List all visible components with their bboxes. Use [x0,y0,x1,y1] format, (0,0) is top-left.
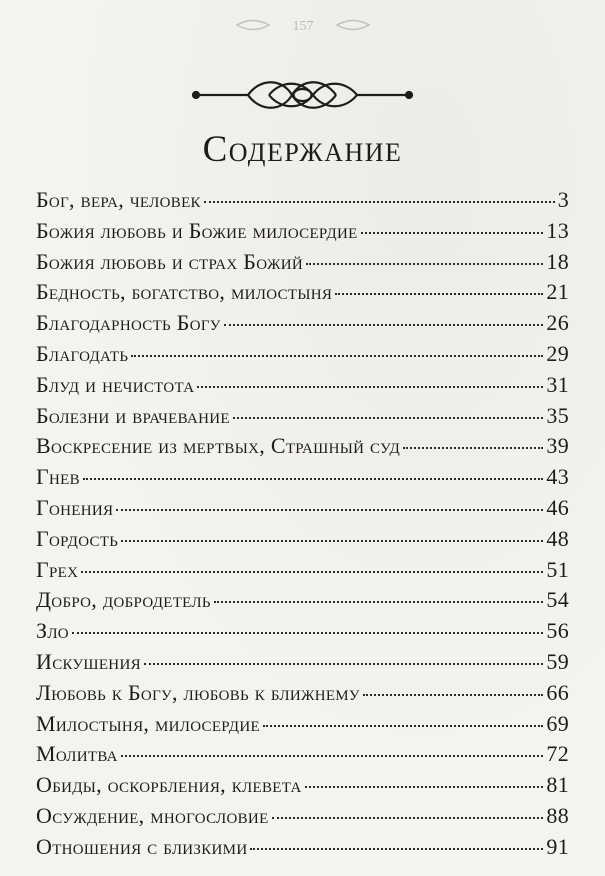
toc-entry-title: Зло [36,618,69,644]
toc-entry[interactable] [36,587,569,618]
toc-leader-dots [335,293,543,295]
folio-ornament-icon [233,10,373,40]
toc-entry[interactable] [36,218,569,249]
toc-entry-page: 72 [546,741,569,767]
toc-entry-page: 91 [546,833,569,859]
toc-entry-page: 81 [546,772,569,798]
toc-entry-page: 31 [546,371,569,397]
toc-leader-dots [403,447,543,449]
toc-entry[interactable] [36,372,569,403]
toc-entry-title: Божия любовь и страх Божий [36,248,304,274]
toc-entry[interactable] [36,403,569,434]
toc-entry-title: Обиды, оскорбления, клевета [36,772,302,798]
toc-entry-title: Бог, вера, человек [36,187,201,212]
toc-leader-dots [233,417,544,419]
toc-leader-dots [121,755,544,757]
toc-entry-title: Болезни и врачевание [36,402,230,428]
toc-entry-page: 43 [546,464,569,490]
toc-leader-dots [363,694,544,696]
toc-entry-title: Воскресение из мертвых, Страшный суд [36,433,401,459]
toc-entry[interactable] [36,341,569,372]
toc-leader-dots [361,232,544,234]
toc-entry-page: 54 [546,587,569,613]
toc-leader-dots [81,571,543,573]
toc-entry[interactable] [36,618,569,649]
toc-leader-dots [250,848,543,850]
toc-entry[interactable] [36,249,569,280]
toc-entry[interactable] [36,834,569,865]
toc-leader-dots [83,478,543,480]
toc-entry[interactable] [36,803,569,834]
toc-leader-dots [116,509,543,511]
toc-entry-title: Гнев [36,464,80,490]
toc-entry[interactable] [36,526,569,557]
toc-entry-title: Гордость [36,525,119,551]
toc-entry-title: Любовь к Богу, любовь к ближнему [36,679,360,705]
toc-entry[interactable] [36,464,569,495]
toc-leader-dots [197,386,543,388]
toc-entry[interactable] [36,279,569,310]
toc-entry-title: Бедность, богатство, милостыня [36,279,333,305]
toc-leader-dots [263,725,543,727]
toc-entry-title: Гонения [36,494,114,520]
toc-entry-page: 88 [546,802,569,828]
toc-leader-dots [306,263,543,265]
toc-entry[interactable] [36,741,569,772]
toc-entry[interactable] [36,711,569,742]
toc-entry[interactable] [36,772,569,803]
toc-entry-page: 35 [546,402,569,428]
toc-entry-title: Божия любовь и Божие милосердие [36,217,358,243]
toc-leader-dots [131,355,543,357]
toc-leader-dots [72,632,543,634]
toc-entry-title: Осуждение, многословие [36,802,269,828]
toc-entry-title: Искушения [36,648,141,674]
toc-leader-dots [305,786,544,788]
page-title: Содержание [202,129,403,170]
toc-entry-page: 69 [546,710,569,736]
toc-entry-page: 26 [546,310,569,336]
toc-entry-title: Молитва [36,741,118,767]
folio-ornament [0,8,605,42]
toc-entry-title: Блуд и нечистота [36,371,195,397]
toc-entry-title: Милостыня, милосердие [36,710,260,736]
toc-entry-page: 59 [546,648,569,674]
toc-entry-page: 3 [557,187,569,212]
toc-entry-title: Отношения с близкими [36,833,248,859]
toc-entry[interactable] [36,557,569,588]
toc-entry-title: Добро, добродетель [36,587,211,613]
toc-entry[interactable] [36,495,569,526]
toc-leader-dots [144,663,544,665]
knot-ornament-icon [190,74,415,116]
toc-entry-page: 48 [546,525,569,551]
toc-entry-title: Грех [36,556,79,582]
toc-leader-dots [272,817,544,819]
toc-entry[interactable] [36,310,569,341]
toc-entry-page: 29 [546,340,569,366]
toc-leader-dots [214,601,544,603]
toc-entry-page: 66 [546,679,569,705]
toc-entry-title: Благодать [36,340,129,366]
toc-leader-dots [224,324,544,326]
toc-entry[interactable] [36,433,569,464]
toc-entry[interactable] [36,187,569,218]
folio-number: 157 [292,19,313,34]
table-of-contents [36,187,569,865]
toc-leader-dots [204,201,555,203]
toc-entry-page: 51 [546,556,569,582]
toc-entry-page: 21 [546,279,569,305]
toc-entry-page: 39 [546,433,569,459]
toc-entry[interactable] [36,680,569,711]
toc-entry-page: 13 [546,217,569,243]
toc-entry-page: 18 [546,248,569,274]
toc-entry[interactable] [36,649,569,680]
toc-entry-page: 46 [546,494,569,520]
toc-leader-dots [121,540,543,542]
toc-entry-page: 56 [546,618,569,644]
toc-entry-title: Благодарность Богу [36,310,221,336]
